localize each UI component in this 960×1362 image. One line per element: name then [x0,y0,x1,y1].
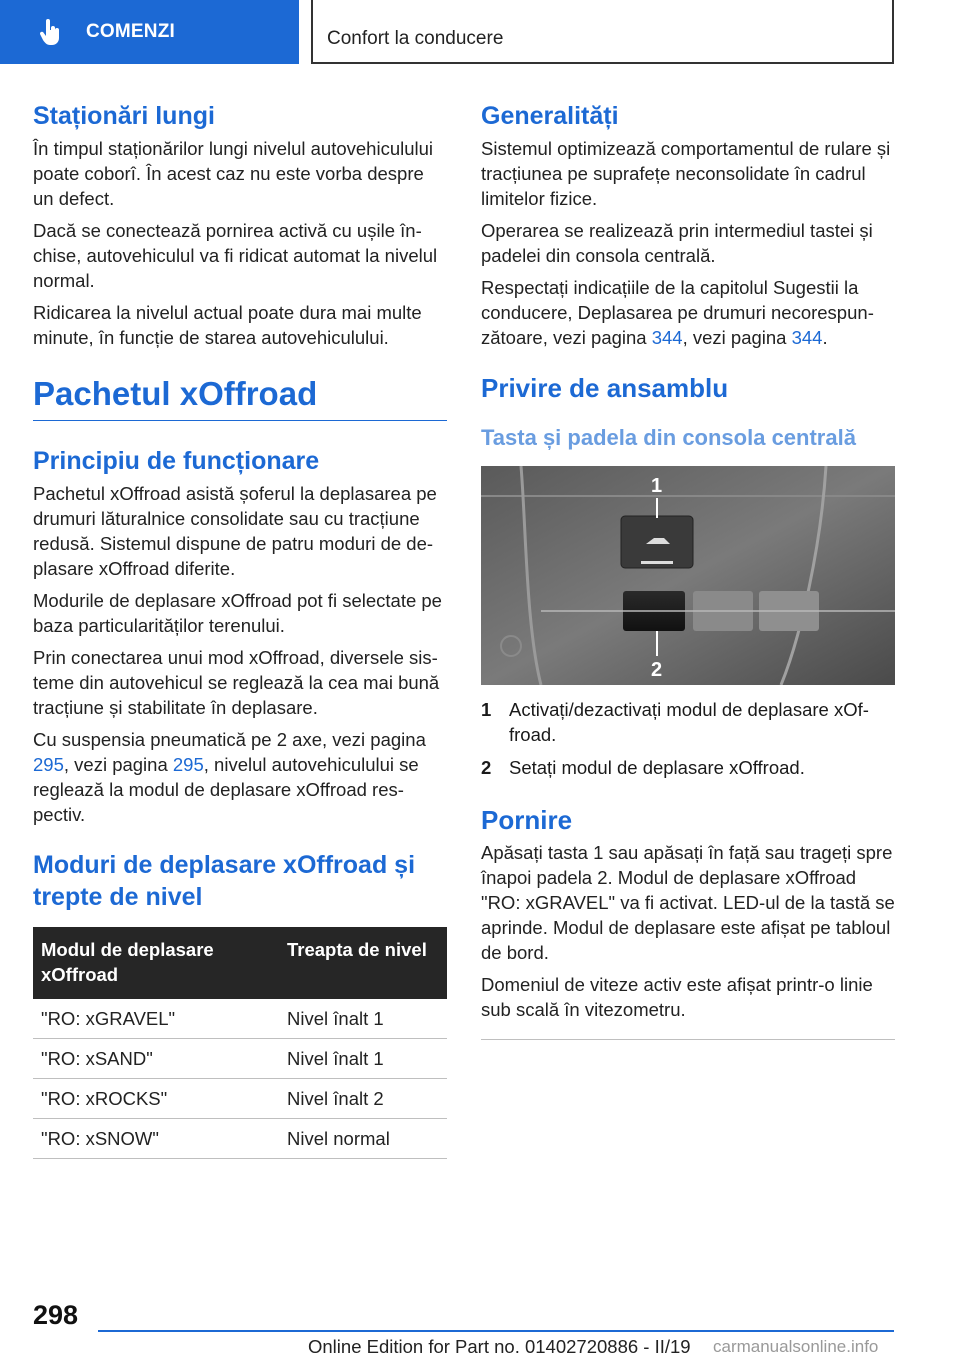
footer-rule [98,1330,894,1332]
page-link-344[interactable]: 344 [651,327,683,348]
text: , vezi pagina [63,754,173,775]
paragraph: Domeniul de viteze activ este afișat printr-o linie sub scală în vitezometru. [481,974,873,1020]
text: . [822,327,828,348]
heading-pornire: Pornire [481,805,573,835]
table-row [33,1079,447,1119]
table-cell: Nivel înalt 2 [279,1079,447,1119]
table-cell: "RO: xSNOW" [33,1119,279,1159]
text: Respectați indicațiile de la capitolul Sugestii la conducere, Deplasarea pe drumuri necorespunzătoare, vezi pagina [481,277,874,348]
heading-privire: Privire de ansamblu [481,373,729,403]
console-photo-illustration [481,466,895,685]
paragraph: Sistemul optimizează comportamentul de rulare și tracțiunea pe suprafețe neconsolidate în cadrul limitelor fizice. [481,138,891,209]
chapter-heading [33,372,447,421]
table-cell: "RO: xGRAVEL" [33,999,279,1039]
page-number: 298 [33,1300,79,1330]
paragraph: Operarea se realizează prin intermediul tastei și padelei din consola centrală. [481,220,873,266]
figure-callout-2: 2 [651,659,663,681]
text: , vezi pagina [682,327,792,348]
left-column [33,100,447,1159]
hand-pointer-icon [40,19,62,45]
text: Cu suspensia pneumatică pe 2 axe, vezi pagina [33,729,426,750]
paragraph: Modurile de deplasare xOffroad pot fi selectate pe baza particularităților terenului. [33,590,442,636]
list-text: Setați modul de deplasare xOffroad. [509,757,805,778]
paragraph-with-links [33,727,447,827]
table-cell: "RO: xROCKS" [33,1079,279,1119]
heading-principiu: Principiu de funcționare [33,447,320,475]
text: , nivelul autovehiculului se reglează la modul de deplasare xOffroad respectiv. [33,754,419,825]
paragraph: Pachetul xOffroad asistă șoferul la deplasarea pe drumuri lăturalnice consolidate sau cu tracțiune redusă. Sistemul dispune de patru moduri de deplasare xOffroad diferite. [33,483,437,579]
table-row [33,1039,447,1079]
page-link-295[interactable]: 295 [172,754,204,775]
section-header [311,0,894,64]
chapter-tab-label: COMENZI [86,21,176,42]
table-row [33,1119,447,1159]
table-row [33,999,447,1039]
table-cell: Nivel înalt 1 [279,999,447,1039]
page-link-344[interactable]: 344 [791,327,823,348]
paragraph: În timpul staționărilor lungi nivelul autovehiculului poate coborî. În acest caz nu este vorba despre un defect. [33,138,434,209]
watermark: carmanualsonline.info [713,1337,879,1356]
paragraph: Dacă se conectează pornirea activă cu ușile închise, autovehiculul va fi ridicat automat la nivelul normal. [33,220,438,291]
list-item [481,697,895,747]
heading-moduri: Moduri de deplasare xOffroad și trepte de nivel [33,851,416,911]
table-header-row [33,927,447,999]
table-cell: Nivel înalt 1 [279,1039,447,1079]
table-cell: Nivel normal [279,1119,447,1159]
edition-text: Online Edition for Part no. 01402720886 - II/19 [308,1336,691,1357]
figure-callout-1: 1 [651,475,663,497]
paragraph: Apăsați tasta 1 sau apăsați în față sau trageți spre înapoi padela 2. Modul de deplasare xOffroad "RO: xGRAVEL" va fi activat. LED-ul de la tastă se aprinde. Modul de deplasare este afișat pe tabloul de bord. [481,842,895,963]
list-number: 2 [481,757,492,778]
chapter-tab[interactable] [0,0,299,64]
heading-tasta: Tasta și padela din consola centrală [481,425,856,450]
section-title: Confort la conducere [327,28,504,49]
section-divider [481,1029,895,1040]
heading-stationari: Staționări lungi [33,102,215,130]
list-text: Activați/dezactivați modul de deplasare xOffroad. [509,699,869,745]
paragraph-with-links [481,275,895,350]
modes-table [33,927,447,1159]
heading-pachet-xoffroad: Pachetul xOffroad [33,375,318,412]
page-link-295[interactable]: 295 [33,754,64,775]
heading-generalitati: Generalități [481,102,619,130]
list-item [481,755,895,780]
column-header: Modul de deplasare xOffroad [33,927,279,999]
right-column [481,100,895,1040]
paragraph: Ridicarea la nivelul actual poate dura mai multe minute, în funcție de starea autovehiculului. [33,302,422,348]
paragraph: Prin conectarea unui mod xOffroad, diversele sisteme din autovehicul se reglează la cea mai bună tracțiune și stabilitate în deplasare. [33,647,440,718]
list-number: 1 [481,699,492,720]
column-header: Treapta de nivel [279,927,447,999]
console-figure [481,466,895,685]
table-cell: "RO: xSAND" [33,1039,279,1079]
